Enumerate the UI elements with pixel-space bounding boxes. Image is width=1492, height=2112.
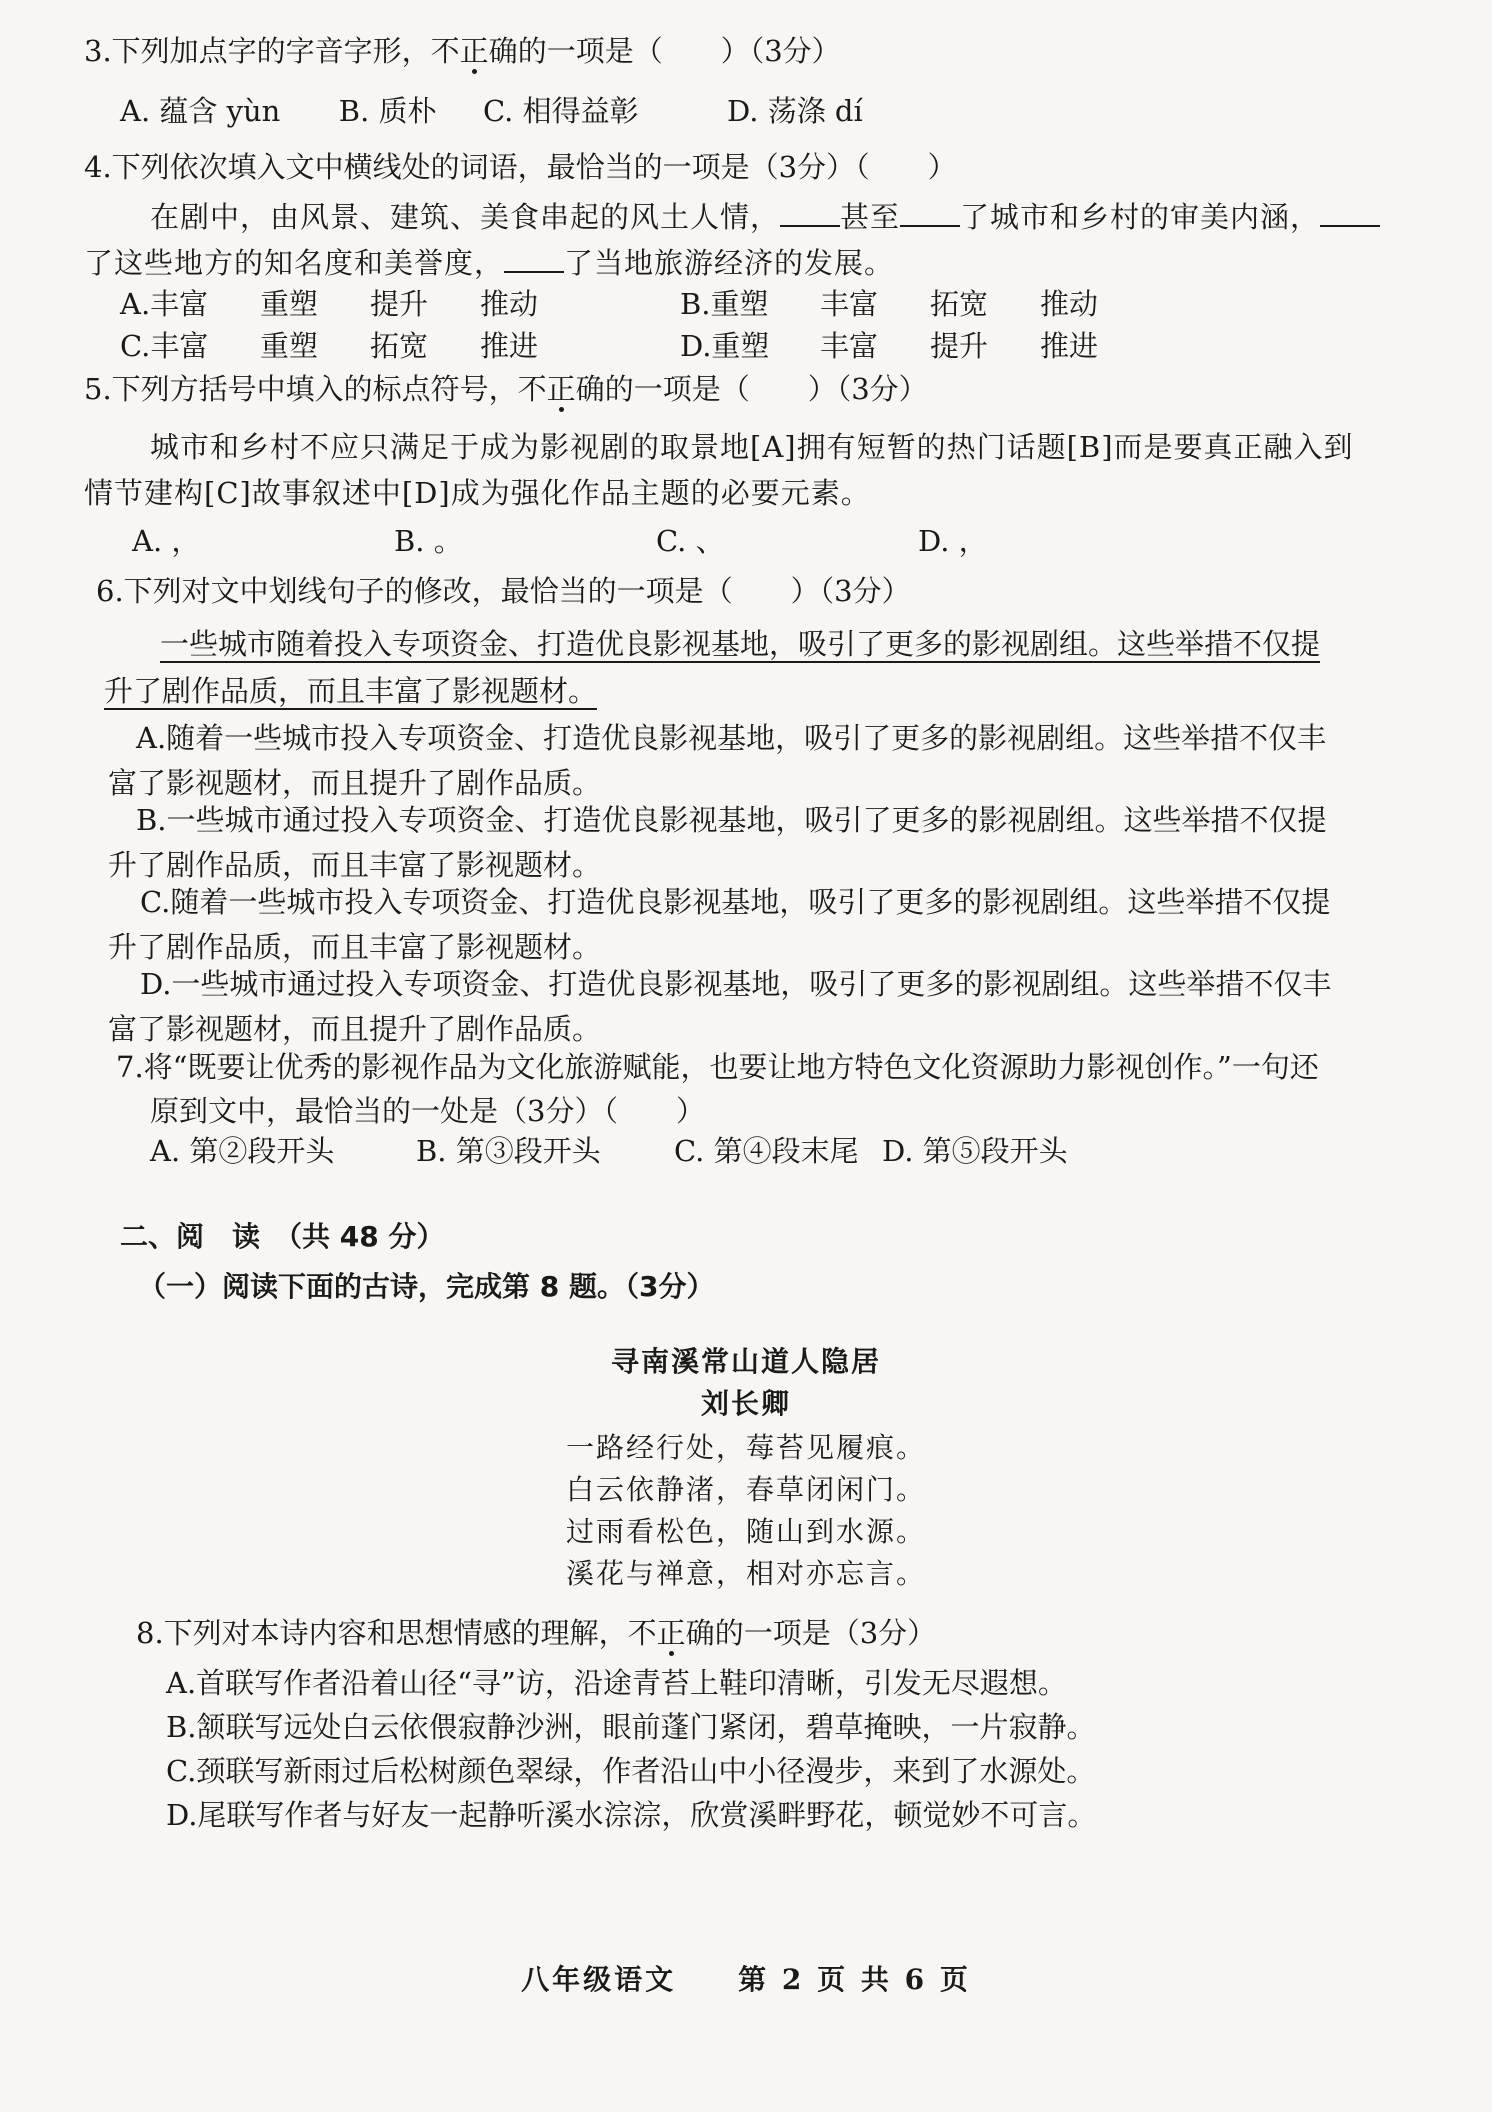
q8-stem-emphasis: 不正确 [627, 1616, 715, 1650]
q4-option-d: D.重塑 丰富 提升 推进 [680, 329, 1099, 363]
page-footer: 八年级语文 第 2 页 共 6 页 [521, 1963, 971, 1996]
q5-option-a: A. ， [132, 524, 201, 558]
q4-option-b: B.重塑 丰富 拓宽 推动 [680, 287, 1099, 321]
q6-option-c-line-1: C.随着一些城市投入专项资金、打造优良影视基地，吸引了更多的影视剧组。这些举措不仅提 [140, 885, 1331, 919]
section-2-subtitle: （一）阅读下面的古诗，完成第 8 题。（3分） [138, 1270, 715, 1303]
q5-passage-line-1: 城市和乡村不应只满足于成为影视剧的取景地[A]拥有短暂的热门话题[B]而是要真正融入到 [150, 430, 1354, 464]
q3-stem: 3.下列加点字的字音字形，不正确的一项是（ ）（3分） [84, 34, 841, 68]
q7-stem-line-1: 7.将“既要让优秀的影视作品为文化旅游赋能，也要让地方特色文化资源助力影视创作。”一句还 [116, 1050, 1319, 1084]
q3-options [120, 92, 863, 130]
q6-option-b-line-1: B.一些城市通过投入专项资金、打造优良影视基地，吸引了更多的影视剧组。这些举措不仅提 [136, 803, 1327, 837]
q7-option-c: C. 第④段末尾 [674, 1134, 859, 1168]
q7-option-d: D. 第⑤段开头 [882, 1134, 1068, 1168]
section-2-title: 二、阅 读 （共 48 分） [120, 1220, 445, 1253]
q5-option-c: C. 、 [656, 524, 725, 558]
q6-option-c-line-2: 升了剧作品质，而且丰富了影视题材。 [108, 930, 602, 964]
q4-passage-line-1: 在剧中，由风景、建筑、美食串起的风土人情， 甚至 了城市和乡村的审美内涵， [150, 198, 1380, 236]
q4-blank-3 [1320, 199, 1380, 227]
q8-option-a: A.首联写作者沿着山径“寻”访，沿途青苔上鞋印清晰，引发无尽遐想。 [166, 1666, 1067, 1700]
q3-stem-emphasis: 不正确 [430, 34, 518, 68]
q6-stem: 6.下列对文中划线句子的修改，最恰当的一项是（ ）（3分） [96, 574, 911, 608]
q3-option-d: D. 荡涤 dí [727, 94, 863, 128]
q5-stem: 5.下列方括号中填入的标点符号，不正确的一项是（ ）（3分） [84, 372, 928, 406]
q7-options [150, 1132, 1068, 1170]
q4-blank-2 [900, 199, 960, 227]
q4-passage-line-2: 了这些地方的知名度和美誉度， 了当地旅游经济的发展。 [84, 246, 895, 280]
q4-option-a: A.丰富 重塑 提升 推动 [120, 287, 539, 321]
q4-option-c: C.丰富 重塑 拓宽 推进 [120, 329, 539, 363]
q5-stem-emphasis: 不正确 [517, 372, 605, 406]
q3-option-a: A. 蕴含 yùn [120, 94, 281, 128]
q5-option-d: D. ， [918, 524, 988, 558]
q8-option-d: D.尾联写作者与好友一起静听溪水淙淙，欣赏溪畔野花，顿觉妙不可言。 [166, 1798, 1097, 1832]
q4-stem: 4.下列依次填入文中横线处的词语，最恰当的一项是（3分）（ ） [84, 150, 957, 184]
q8-option-b: B.颔联写远处白云依偎寂静沙洲，眼前蓬门紧闭，碧草掩映，一片寂静。 [166, 1710, 1096, 1744]
q6-passage-line-1: 一些城市随着投入专项资金、打造优良影视基地，吸引了更多的影视剧组。这些举措不仅提 [160, 627, 1321, 661]
q6-option-b-line-2: 升了剧作品质，而且丰富了影视题材。 [108, 848, 602, 882]
poem-line-2: 白云依静渚，春草闭闲门。 [565, 1473, 926, 1506]
q6-option-a-line-2: 富了影视题材，而且提升了剧作品质。 [108, 766, 602, 800]
q3-option-b: B. 质朴 [338, 94, 437, 128]
q3-option-c: C. 相得益彰 [483, 94, 639, 128]
q5-options [132, 522, 988, 560]
q6-option-a-line-1: A.随着一些城市投入专项资金、打造优良影视基地，吸引了更多的影视剧组。这些举措不仅丰 [136, 721, 1327, 755]
poem-line-4: 溪花与禅意，相对亦忘言。 [565, 1557, 926, 1590]
q7-option-b: B. 第③段开头 [416, 1134, 601, 1168]
q4-blank-1 [780, 199, 840, 227]
q6-passage-line-2: 升了剧作品质，而且丰富了影视题材。 [104, 674, 598, 708]
q7-stem-line-2: 原到文中，最恰当的一处是（3分）（ ） [150, 1094, 705, 1128]
q5-option-b: B. 。 [394, 524, 463, 558]
q8-stem: 8.下列对本诗内容和思想情感的理解，不正确的一项是（3分） [136, 1616, 937, 1650]
poem-author: 刘长卿 [700, 1387, 791, 1420]
q4-blank-4 [504, 245, 564, 273]
q8-option-c: C.颈联写新雨过后松树颜色翠绿，作者沿山中小径漫步，来到了水源处。 [166, 1754, 1096, 1788]
poem-title: 寻南溪常山道人隐居 [610, 1345, 881, 1378]
poem-line-1: 一路经行处，莓苔见履痕。 [565, 1431, 926, 1464]
q6-option-d-line-2: 富了影视题材，而且提升了剧作品质。 [108, 1012, 602, 1046]
poem-line-3: 过雨看松色，随山到水源。 [565, 1515, 926, 1548]
q7-option-a: A. 第②段开头 [150, 1134, 335, 1168]
q5-passage-line-2: 情节建构[C]故事叙述中[D]成为强化作品主题的必要元素。 [84, 476, 871, 510]
q6-option-d-line-1: D.一些城市通过投入专项资金、打造优良影视基地，吸引了更多的影视剧组。这些举措不仅丰 [140, 967, 1332, 1001]
